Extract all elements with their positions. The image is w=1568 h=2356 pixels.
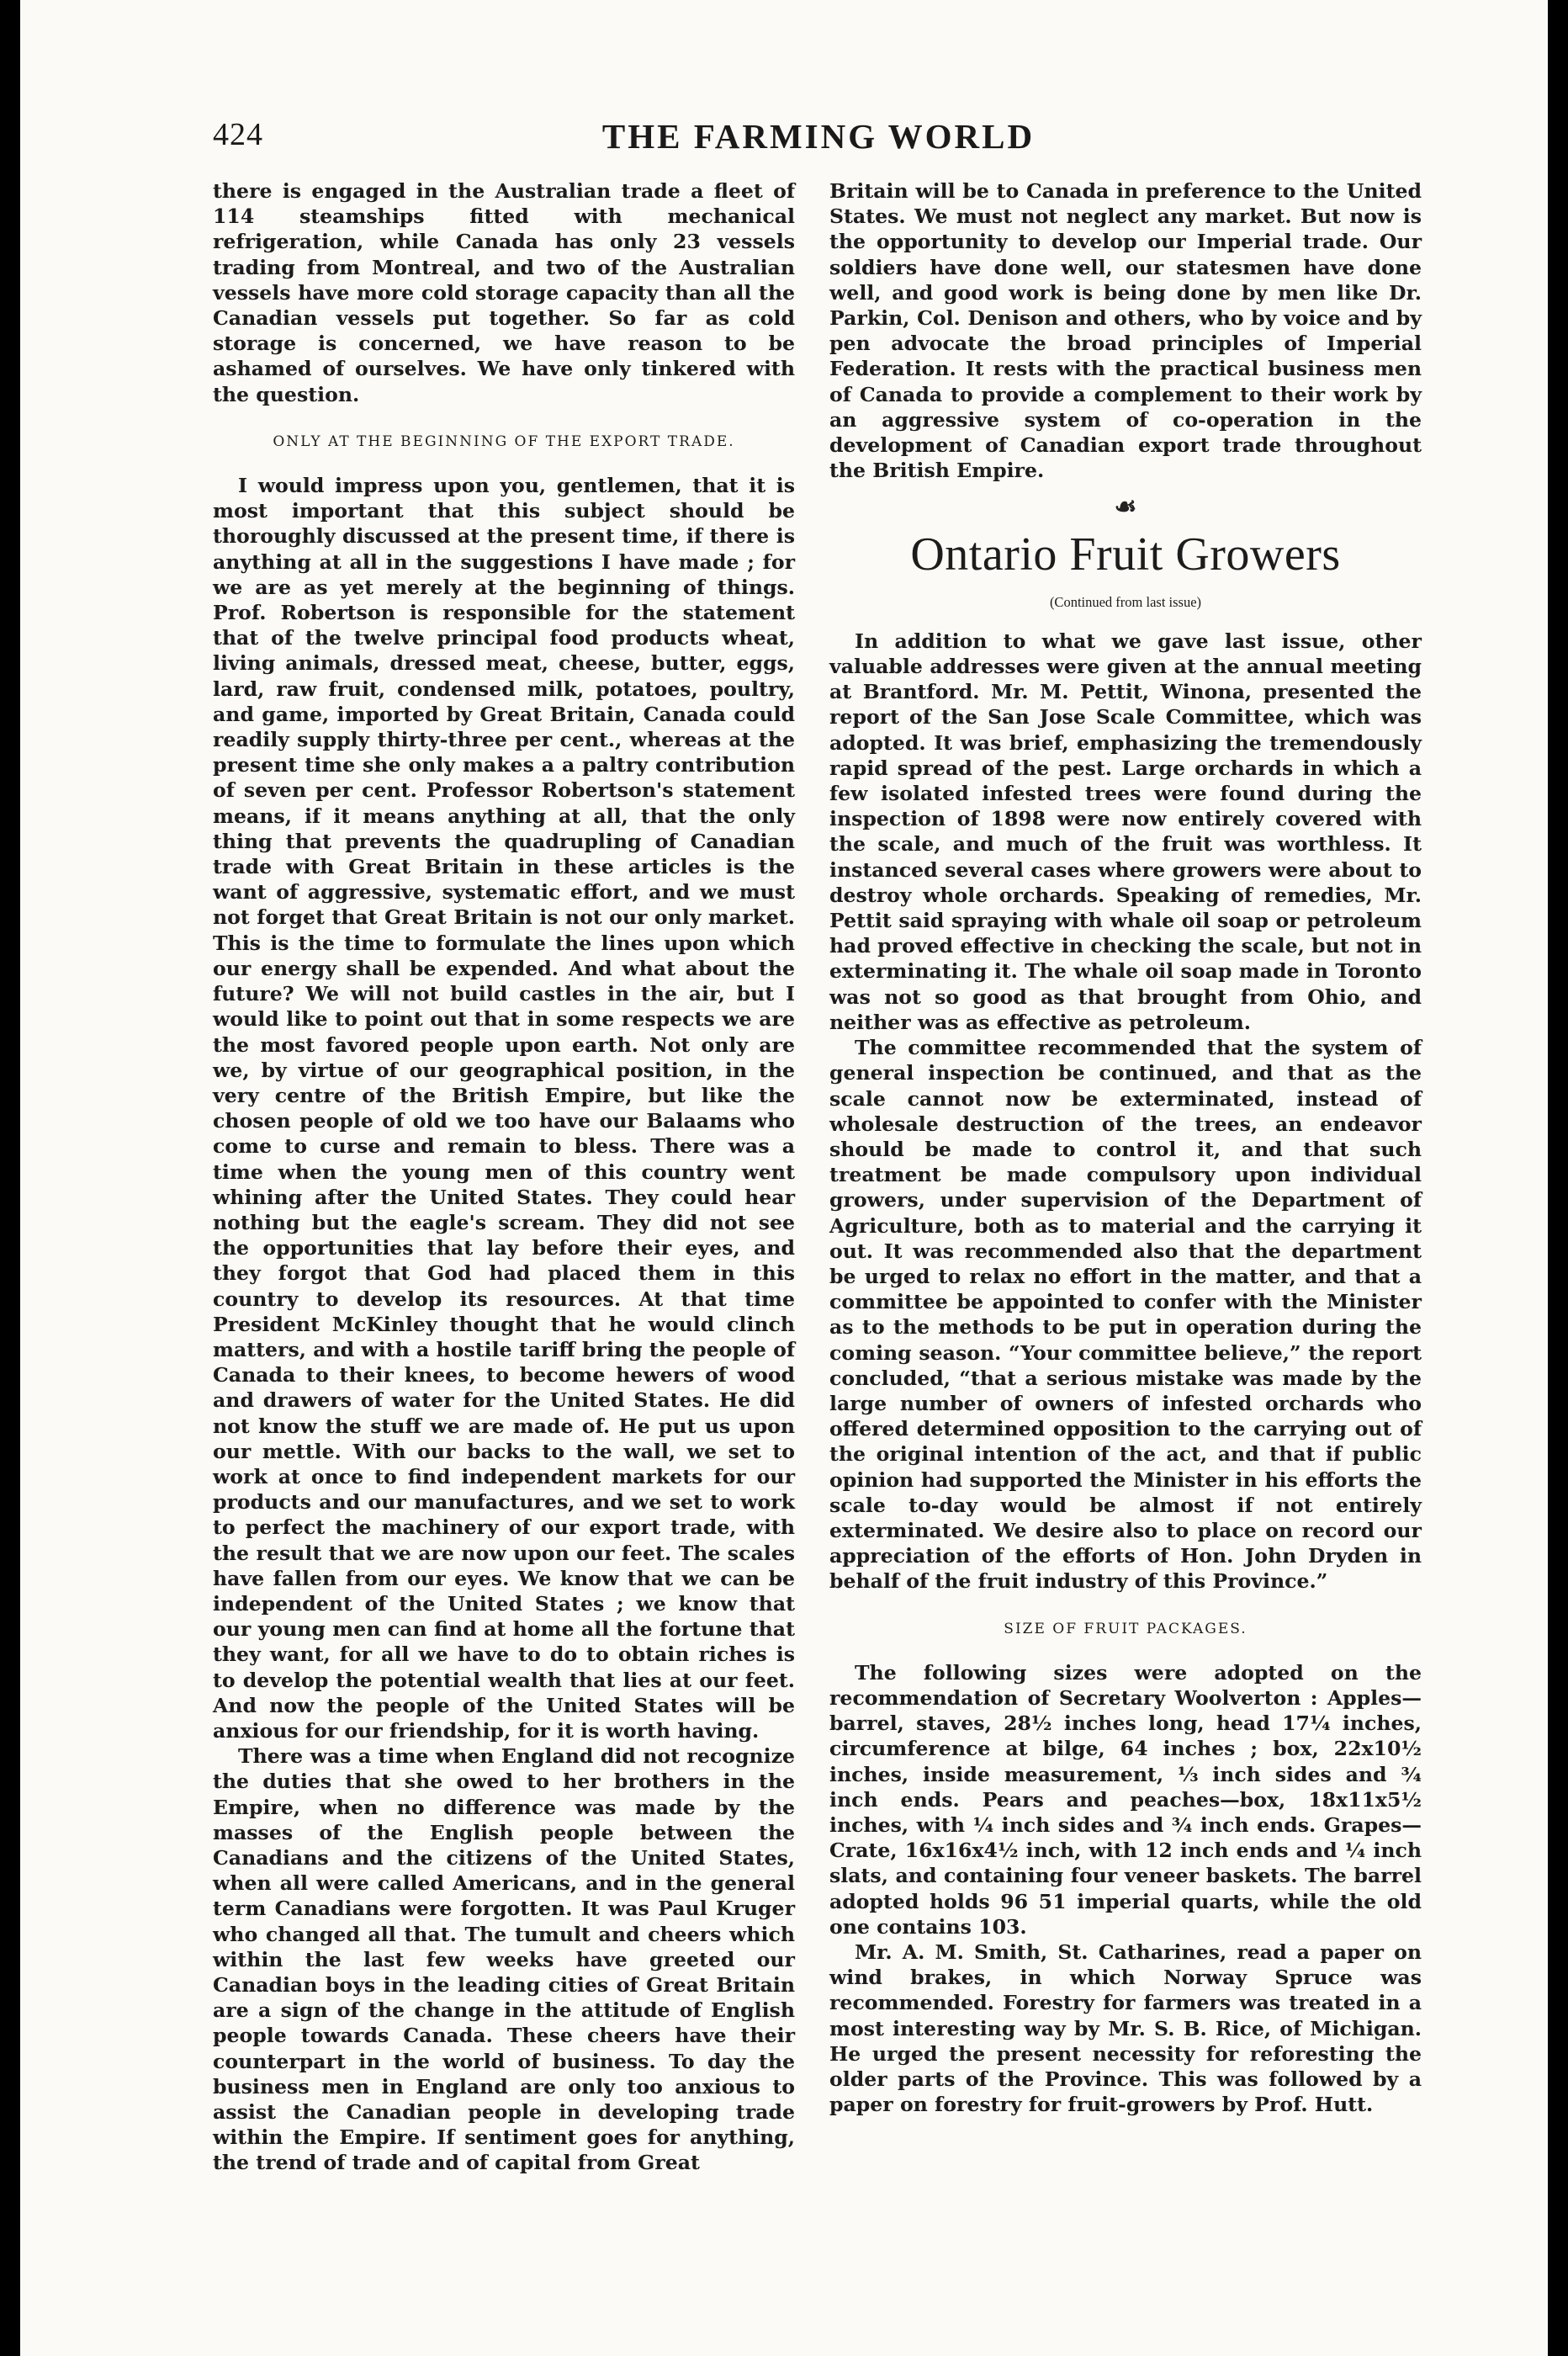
paragraph: there is engaged in the Australian trade a fleet of 114 steamships fitted with mechanical refrigeration, while Canada has only 23 vessels trading from Montreal, and two of the Australian vessels have more cold storage capacity than all the Canadian vessels put together. So far as cold storage is concerned, we have reason to be ashamed of ourselves. We have only tinkered with the question. <box>213 179 795 406</box>
left-column <box>213 178 795 2176</box>
paragraph: In addition to what we gave last issue, other valuable addresses were given at the annual meeting at Brantford. Mr. M. Pettit, Winona, presented the report of the San Jose Scale Committee, which was adopted. It was brief, emphasizing the tremendously rapid spread of the pest. Large orchards in which a few isolated infested trees were found during the inspection of 1898 were now entirely covered with the scale, and much of the fruit was worthless. It instanced several cases where growers were about to destroy whole orchards. Speaking of remedies, Mr. Pettit said spraying with whale oil soap or petroleum had proved effective in checking the scale, but not in exterminating it. The whale oil soap made in Toronto was not so good as that brought from Ohio, and neither was as effective as petroleum. <box>829 629 1422 1034</box>
paragraph: There was a time when England did not recognize the duties that she owed to her brothers in the Empire, when no difference was made by the masses of the English people between the Canadians and the citizens of the United States, when all were called Americans, and in the general term Canadians were forgotten. It was Paul Kruger who changed all that. The tumult and cheers which within the last few weeks have greeted our Canadian boys in the leading cities of Great Britain are a sign of the change in the attitude of English people towards Canada. These cheers have their counterpart in the world of business. To day the business men in England are only too anxious to assist the Canadian people in developing trade within the Empire. If sentiment goes for anything, the trend of trade and of capital from Great <box>213 1744 795 2175</box>
section-subheading: ONLY AT THE BEGINNING OF THE EXPORT TRADE. <box>273 432 735 450</box>
continued-note: (Continued from last issue) <box>1049 593 1202 610</box>
paragraph: The following sizes were adopted on the recommendation of Secretary Woolverton : Apples—barrel, staves, 28½ inches long, head 17¼ inches, circumference at bilge, 64 inches ; box, 22x10½ inches, inside measurement, ⅓ inch sides and ¾ inch ends. Pears and peaches—box, 18x11x5½ inches, with ¼ inch sides and ¾ inch ends. Grapes—Crate, 16x16x4½ inch, with 12 inch ends and ¼ inch slats, and containing four veneer baskets. The barrel adopted holds 96 51 imperial quarts, while the old one contains 103. <box>829 1660 1422 1939</box>
section-subheading: SIZE OF FRUIT PACKAGES. <box>1004 1620 1248 1637</box>
paragraph: The committee recommended that the system of general inspection be continued, and that as the scale cannot now be exterminated, instead of wholesale destruction of the trees, an endeavor should be made to control it, and that such treatment be made compulsory upon individual growers, under supervision of the Department of Agriculture, both as to material and the carrying it out. It was recommended also that the department be urged to relax no effort in the matter, and that a committee be appointed to confer with the Minister as to the methods to be put in operation during the coming season. “Your committee believe,” the report concluded, “that a serious mistake was made by the large number of owners of infested orchards who offered determined opposition to the carrying out of the original intention of the act, and that if public opinion had supported the Minister in his efforts the scale to-day would be almost if not entirely exterminated. We desire also to place on record our appreciation of the efforts of Hon. John Dryden in behalf of the fruit industry of this Province.” <box>829 1036 1422 1594</box>
page-header <box>213 116 1424 167</box>
paragraph: I would impress upon you, gentlemen, that it is most important that this subject should be thoroughly discussed at the present time, if there is anything at all in the suggestions I have made ; for we are as yet merely at the beginning of things. Prof. Robertson is responsible for the statement that of the twelve principal food products wheat, living animals, dressed meat, cheese, butter, eggs, lard, raw fruit, condensed milk, potatoes, poultry, and game, imported by Great Britain, Canada could readily supply thirty-three per cent., whereas at the present time she only makes a a paltry contribution of seven per cent. Professor Robertson's statement means, if it means anything at all, that the only thing that prevents the quadrupling of Canadian trade with Great Britain in these articles is the want of aggressive, systematic effort, and we must not forget that Great Britain is not our only market. This is the time to formulate the lines upon which our energy shall be expended. And what about the future? We will not build castles in the air, but I would like to point out that in some respects we are the most favored people upon earth. Not only are we, by virtue of our geographical position, in the very centre of the British Empire, but like the chosen people of old we too have our Balaams who come to curse and remain to bless. There was a time when the young men of this country went whining after the United States. They could hear nothing but the eagle's scream. They did not see the opportunities that lay before their eyes, and they forgot that God had placed them in this country to develop its resources. At that time President McKinley thought that he would clinch matters, and with a hostile tariff bring the people of Canada to their knees, to become hewers of wood and drawers of water for the United States. He did not know the stuff we are made of. He put us upon our mettle. With our backs to the wall, we set to work at once to find independent markets for our products and our manufactures, and we set to work to perfect the machinery of our export trade, with the result that we are now upon our feet. The scales have fallen from our eyes. We know that we can be independent of the United States ; we know that our young men can find at home all the fortune that they want, for all we have to do to obtain riches is to develop the potential wealth that lies at our feet. And now the people of the United States will be anxious for our friendship, for it is worth having. <box>213 474 795 1743</box>
fleuron-ornament-icon: ☙ <box>1114 492 1137 523</box>
article-title: Ontario Fruit Growers <box>910 528 1341 581</box>
paragraph: Mr. A. M. Smith, St. Catharines, read a paper on wind brakes, in which Norway Spruce was recommended. Forestry for farmers was treated in a most interesting way by Mr. S. B. Rice, of Michigan. He urged the present necessity for reforesting the older parts of the Province. This was followed by a paper on forestry for fruit-growers by Prof. Hutt. <box>829 1940 1422 2117</box>
right-column <box>829 178 1422 2117</box>
page-number: 424 <box>213 117 263 152</box>
paragraph: Britain will be to Canada in preference to the United States. We must not neglect any market. But now is the opportunity to develop our Imperial trade. Our soldiers have done well, our statesmen have done well, and good work is being done by men like Dr. Parkin, Col. Denison and others, who by voice and by pen advocate the broad principles of Imperial Federation. It rests with the practical business men of Canada to provide a complement to their work by an aggressive system of co-operation in the development of Canadian export trade throughout the British Empire. <box>829 179 1422 483</box>
journal-title: THE FARMING WORLD <box>601 117 1036 156</box>
